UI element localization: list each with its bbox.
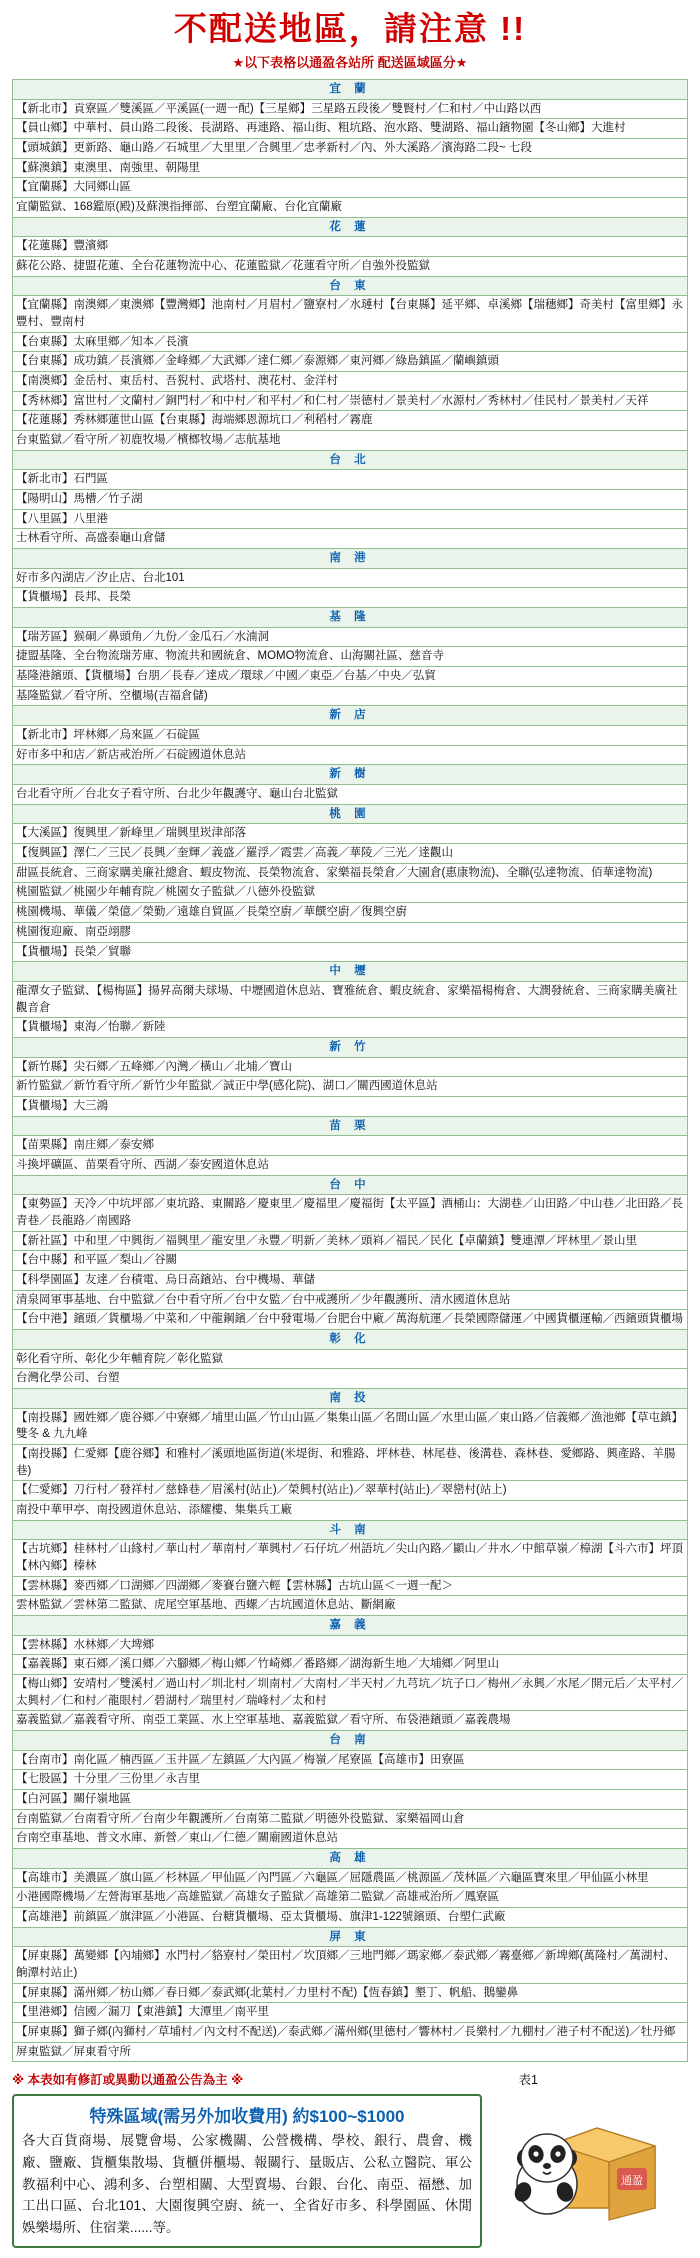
region-header-row — [13, 549, 688, 569]
table-row — [13, 726, 688, 746]
table-row — [13, 411, 688, 431]
region-area-cell: 台北看守所／台北女子看守所、台北少年觀護守、龜山台北監獄 — [13, 785, 688, 805]
table-row — [13, 627, 688, 647]
region-area-cell: 【蘇澳鎮】東澳里、南強里、朝陽里 — [13, 158, 688, 178]
table-row — [13, 470, 688, 490]
region-area-cell: 甜區長統倉、三商家購美廉社總倉、蝦皮物流、長榮物流倉、家樂福長榮倉／大園倉(惠康物流)、全聯(弘達物流、佰華達物流) — [13, 863, 688, 883]
table-row — [13, 785, 688, 805]
table-row — [13, 2042, 688, 2062]
region-area-cell: 【宜蘭縣】大同鄉山區 — [13, 178, 688, 198]
table-row — [13, 197, 688, 217]
table-row — [13, 1057, 688, 1077]
region-header: 台 東 — [13, 276, 688, 296]
table-row — [13, 529, 688, 549]
region-area-cell: 【里港鄉】信國／漏刀【東港鎮】大潭里／南平里 — [13, 2003, 688, 2023]
region-header: 台 中 — [13, 1175, 688, 1195]
region-area-cell: 【宜蘭縣】南澳鄉／東澳鄉【豐灣鄉】池南村／月眉村／鹽寮村／水璉村【台東縣】延平鄉、卓溪鄉【瑞穗鄉】奇美村【富里鄉】永豐村、豐南村 — [13, 296, 688, 332]
region-area-cell: 【南澳鄉】金岳村、東岳村、吾猊村、武塔村、澳花村、金洋村 — [13, 372, 688, 392]
table-row — [13, 352, 688, 372]
region-header-row — [13, 804, 688, 824]
region-header: 嘉 義 — [13, 1616, 688, 1636]
table-row — [13, 1947, 688, 1983]
table-row — [13, 490, 688, 510]
table-row — [13, 1444, 688, 1480]
table-row — [13, 1136, 688, 1156]
region-header-row — [13, 1616, 688, 1636]
table-row — [13, 332, 688, 352]
table-row — [13, 1018, 688, 1038]
region-area-cell: 【新竹縣】尖石鄉／五峰鄉／內灣／橫山／北埔／寶山 — [13, 1057, 688, 1077]
region-area-cell: 【南投縣】仁愛鄉【鹿谷鄉】和雅村／溪頭地區街道(米堤街、和雅路、坪林巷、林尾巷、後溝巷、森林巷、愛鄉路、興產路、羊腸巷) — [13, 1444, 688, 1480]
region-header-row — [13, 450, 688, 470]
table-row — [13, 431, 688, 451]
region-area-cell: 【古坑鄉】桂林村／山緣村／華山村／華南村／華興村／石仔坑／州語坑／尖山內路／顯山／井水／中館草嶺／樟湖【斗六市】坪頂【林內鄉】榛林 — [13, 1540, 688, 1576]
table-row — [13, 119, 688, 139]
region-area-cell: 【復興區】澤仁／三民／長興／奎輝／義盛／羅浮／霞雲／高義／華陵／三光／達觀山 — [13, 844, 688, 864]
region-area-cell: 捷盟基隆、全台物流瑞芳庫、物流共和國統倉、MOMO物流倉、山海關社區、慈音寺 — [13, 647, 688, 667]
table-row — [13, 1750, 688, 1770]
table-row — [13, 1270, 688, 1290]
table-row — [13, 745, 688, 765]
region-header-row — [13, 217, 688, 237]
region-area-cell: 【台中縣】和平區／梨山／谷關 — [13, 1251, 688, 1271]
table-row — [13, 158, 688, 178]
exclusion-table — [12, 79, 688, 2063]
region-header: 中 壢 — [13, 962, 688, 982]
region-area-cell: 【台中港】鑌頭／貨櫃場／中菜和／中龍鋼鑌／台中發電場／台肥台中廠／萬海航運／長榮國際儲運／中國貨櫃運輸／西鑌頭貨櫃場 — [13, 1310, 688, 1330]
region-header: 屏 東 — [13, 1927, 688, 1947]
region-area-cell: 【新社區】中和里／中興街／福興里／龍安里／永豐／明新／美林／頭嵙／福民／民化【卓蘭鎮】雙連潭／坪林里／景山里 — [13, 1231, 688, 1251]
table-row — [13, 1195, 688, 1231]
region-area-cell: 基隆監獄／看守所、空櫃場(吉福倉儲) — [13, 686, 688, 706]
table-row — [13, 942, 688, 962]
table-row — [13, 686, 688, 706]
table-row — [13, 863, 688, 883]
table-row — [13, 256, 688, 276]
table-row — [13, 922, 688, 942]
region-header-row — [13, 1849, 688, 1869]
table-row — [13, 903, 688, 923]
table-row — [13, 391, 688, 411]
region-header: 宜 蘭 — [13, 79, 688, 99]
region-area-cell: 【陽明山】馬槽／竹子湖 — [13, 490, 688, 510]
table-row — [13, 1408, 688, 1444]
table-row — [13, 1868, 688, 1888]
region-header-row — [13, 1037, 688, 1057]
region-header: 花 蓮 — [13, 217, 688, 237]
table-row — [13, 1908, 688, 1928]
table-row — [13, 1983, 688, 2003]
region-area-cell: 【秀林鄉】富世村／文蘭村／銅門村／和中村／和平村／和仁村／崇德村／景美村／水源村／秀林村／佳民村／景美村／天祥 — [13, 391, 688, 411]
region-area-cell: 斗換坪礦區、苗栗看守所、西湖／泰安國道休息站 — [13, 1155, 688, 1175]
region-area-cell: 【新北市】坪林鄉／烏來區／石碇區 — [13, 726, 688, 746]
region-area-cell: 【貨櫃場】長邦、長榮 — [13, 588, 688, 608]
region-header: 彰 化 — [13, 1329, 688, 1349]
region-header: 新 樹 — [13, 765, 688, 785]
region-area-cell: 【屏東縣】滿州鄉／枋山鄉／春日鄉／泰武鄉(北葉村／力里村不配)【恆春鎮】墾丁、帆船、鵝鑾鼻 — [13, 1983, 688, 2003]
table-row — [13, 509, 688, 529]
region-area-cell: 【七股區】十分里／三份里／永吉里 — [13, 1770, 688, 1790]
region-area-cell: 【雲林縣】水林鄉／大埤鄉 — [13, 1635, 688, 1655]
region-header-row — [13, 1927, 688, 1947]
table-row — [13, 647, 688, 667]
table-row — [13, 138, 688, 158]
region-header: 高 雄 — [13, 1849, 688, 1869]
svg-text:通盈: 通盈 — [621, 2175, 643, 2188]
table-row — [13, 1290, 688, 1310]
region-header-row — [13, 1329, 688, 1349]
table-row — [13, 844, 688, 864]
table-row — [13, 1155, 688, 1175]
region-area-cell: 台南空車基地、普文水庫、新營／東山／仁德／關廟國道休息站 — [13, 1829, 688, 1849]
region-area-cell: 【花蓮縣】秀林鄉蓮世山區【台東縣】海端鄉恩源坑口／利稻村／霧鹿 — [13, 411, 688, 431]
region-area-cell: 彰化看守所、彰化少年輔育院／彰化監獄 — [13, 1349, 688, 1369]
table-row — [13, 99, 688, 119]
region-header: 斗 南 — [13, 1520, 688, 1540]
region-header: 新 店 — [13, 706, 688, 726]
region-header: 台 南 — [13, 1731, 688, 1751]
region-header-row — [13, 706, 688, 726]
table-row — [13, 1231, 688, 1251]
special-area-box — [12, 2094, 482, 2248]
region-area-cell: 【台東縣】成功鎮／長濱鄉／金峰鄉／大武鄉／達仁鄉／泰源鄉／東河鄉／綠島鎮區／蘭嶼鎮頭 — [13, 352, 688, 372]
region-area-cell: 【員山鄉】中華村、員山路二段後、長湖路、再連路、福山街、粗坑路、泡水路、雙湖路、福山鑌物園【冬山鄉】大進村 — [13, 119, 688, 139]
table-row — [13, 981, 688, 1017]
table-row — [13, 2023, 688, 2043]
region-header-row — [13, 962, 688, 982]
table-row — [13, 1310, 688, 1330]
region-header: 新 竹 — [13, 1037, 688, 1057]
table-row — [13, 1481, 688, 1501]
region-area-cell: 【瑞芳區】猴硐／鼻頭角／九份／金瓜石／水湳洞 — [13, 627, 688, 647]
region-area-cell: 南投中華甲亭、南投國道休息站、添耀樓、集集兵工廠 — [13, 1500, 688, 1520]
table-row — [13, 883, 688, 903]
table-row — [13, 1251, 688, 1271]
table-row — [13, 1809, 688, 1829]
region-area-cell: 【南投縣】國姓鄉／鹿谷鄉／中寮鄉／埔里山區／竹山山區／集集山區／名間山區／水里山區／東山路／信義鄉／漁池鄉【草屯鎮】雙冬 & 九九峰 — [13, 1408, 688, 1444]
table-row — [13, 1500, 688, 1520]
region-area-cell: 雲林監獄／雲林第二監獄、虎尾空軍基地、西螺／古坑國道休息站、斷網廠 — [13, 1596, 688, 1616]
region-area-cell: 【貨櫃場】東海／怡聯／新陸 — [13, 1018, 688, 1038]
table-row — [13, 1596, 688, 1616]
table-row — [13, 237, 688, 257]
region-header: 南 港 — [13, 549, 688, 569]
region-area-cell: 【科學園區】友達／台積電、烏日高鑌站、台中機場、華儲 — [13, 1270, 688, 1290]
table-row — [13, 178, 688, 198]
footer-note-wrap — [12, 2070, 688, 2088]
region-area-cell: 【頭城鎮】更新路、龜山路／石城里／大里里／合興里／忠孝新村／內、外大溪路／濱海路二段~ 七段 — [13, 138, 688, 158]
region-area-cell: 桃園復迎廠、南亞翊膠 — [13, 922, 688, 942]
table-row — [13, 588, 688, 608]
region-area-cell: 【屏東縣】獅子鄉(內獅村／草埔村／內文村不配送)／泰武鄉／滿州鄉(里德村／響林村／長樂村／九棚村／港子村不配送)／牡丹鄉 — [13, 2023, 688, 2043]
table-row — [13, 1096, 688, 1116]
table-row — [13, 1540, 688, 1576]
region-area-cell: 【高雄市】美濃區／旗山區／杉林區／甲仙區／內門區／六龜區／屈隱農區／桃源區／茂林區／六龜區寶來里／甲仙區小林里 — [13, 1868, 688, 1888]
table-row — [13, 1888, 688, 1908]
special-area-title: 特殊區域(需另外加收費用) 約$100~$1000 — [89, 2107, 405, 2127]
table-row — [13, 1675, 688, 1711]
region-area-cell: 基隆港鑌頭、【貨櫃場】台朋／長春／達成／環球／中國／東亞／台基／中央／弘貿 — [13, 667, 688, 687]
region-area-cell: 嘉義監獄／嘉義看守所、南亞工業區、水上空軍基地、嘉義監獄／看守所、布袋港鑌頭／嘉義農場 — [13, 1711, 688, 1731]
region-area-cell: 【台東縣】太麻里鄉／知本／長濱 — [13, 332, 688, 352]
region-header-row — [13, 1520, 688, 1540]
page-title: 不配送地區，請注意 !! — [173, 10, 527, 47]
region-area-cell: 小港國際機場／左營海軍基地／高雄監獄／高雄女子監獄／高雄第二監獄／高雄戒治所／鳳寮區 — [13, 1888, 688, 1908]
region-area-cell: 【新北市】貢寮區／雙溪區／平溪區(一週一配)【三星鄉】三星路五段後／雙賢村／仁和村／中山路以西 — [13, 99, 688, 119]
region-area-cell: 桃園機場、華儀／榮億／榮勤／遠雄自貿區／長榮空廚／華饌空廚／復興空廚 — [13, 903, 688, 923]
table-row — [13, 2003, 688, 2023]
region-area-cell: 【貨櫃場】大三鴻 — [13, 1096, 688, 1116]
table-row — [13, 1655, 688, 1675]
table-row — [13, 568, 688, 588]
table-label: 表1 — [518, 2073, 538, 2088]
special-area-body: 各大百貨商場、展覽會場、公家機關、公營機構、學校、銀行、農會、機廠、鹽廠、貨櫃集散場、貨櫃併櫃場、報關行、量販店、公私立醫院、軍公教福利中心、鴻利多、台塑相關、大型賣場、台銀、台化、南亞、福懋、加工出口區、台北101、大園復興空廚、統一、全省好市多、科學園區、休閒娛樂場所、住宿業......等。 — [22, 2133, 472, 2235]
table-row — [13, 1790, 688, 1810]
region-header: 台 北 — [13, 450, 688, 470]
region-header: 南 投 — [13, 1388, 688, 1408]
region-header-row — [13, 1388, 688, 1408]
table-row — [13, 1369, 688, 1389]
region-header-row — [13, 276, 688, 296]
region-area-cell: 士林看守所、高盛泰龜山倉儲 — [13, 529, 688, 549]
region-header: 苗 栗 — [13, 1116, 688, 1136]
table-row — [13, 1077, 688, 1097]
region-area-cell: 新竹監獄／新竹看守所／新竹少年監獄／誠正中學(感化院)、湖口／關西國道休息站 — [13, 1077, 688, 1097]
table-row — [13, 372, 688, 392]
region-area-cell: 台灣化學公司、台塑 — [13, 1369, 688, 1389]
region-header-row — [13, 608, 688, 628]
table-row — [13, 1349, 688, 1369]
table-row — [13, 1635, 688, 1655]
table-row — [13, 667, 688, 687]
region-area-cell: 好市多中和店／新店戒治所／石碇國道休息站 — [13, 745, 688, 765]
region-header-row — [13, 1116, 688, 1136]
region-area-cell: 宜蘭監獄、168鑑原(殿)及蘇澳指揮部、台塑宜蘭廠、台化宜蘭廠 — [13, 197, 688, 217]
region-area-cell: 屏東監獄／屏東看守所 — [13, 2042, 688, 2062]
table-row — [13, 296, 688, 332]
region-area-cell: 【高雄港】前鎮區／旗津區／小港區、台糖貨櫃場、亞太貨櫃場、旗津1-122號鑌頭、台塑仁武廠 — [13, 1908, 688, 1928]
region-area-cell: 台東監獄／看守所／初鹿牧場／檳榔牧場／志航基地 — [13, 431, 688, 451]
region-area-cell: 清泉岡軍事基地、台中監獄／台中看守所／台中女監／台中戒護所／少年觀護所、清水國道休息站 — [13, 1290, 688, 1310]
footer-note: ※ 本表如有修訂或異動以通盈公告為主 ※ — [12, 2073, 244, 2088]
region-header: 桃 園 — [13, 804, 688, 824]
region-area-cell: 桃園監獄／桃園少年輔育院／桃園女子監獄／八德外役監獄 — [13, 883, 688, 903]
region-area-cell: 【仁愛鄉】刀行村／發祥村／慈蜂巷／眉溪村(站止)／榮興村(站止)／翠華村(站止)／翠巒村(站上) — [13, 1481, 688, 1501]
region-area-cell: 【大溪區】復興里／新峰里／瑞興里崁津部落 — [13, 824, 688, 844]
table-row — [13, 1829, 688, 1849]
table-row — [13, 824, 688, 844]
table-row — [13, 1576, 688, 1596]
region-area-cell: 【東勢區】天冷／中坑坪部／東坑路、東關路／慶東里／慶福里／慶福街【太平區】酒桶山：大湖巷／山田路／中山巷／北田路／長青巷／長龍路／南國路 — [13, 1195, 688, 1231]
region-area-cell: 【屏東縣】萬變鄉【內埔鄉】水門村／貉寮村／榮田村／坎頂鄉／三地門鄉／瑪家鄉／泰武鄉／霧臺鄉／新埤鄉(萬隆村／萬湖村、餉潭村站止) — [13, 1947, 688, 1983]
region-area-cell: 台南監獄／台南看守所／台南少年觀護所／台南第二監獄／明德外役監獄、家樂福岡山倉 — [13, 1809, 688, 1829]
panda-mascot-icon — [505, 2096, 680, 2221]
special-area-section — [12, 2094, 688, 2248]
region-area-cell: 【雲林縣】麥西鄉／口湖鄉／四湖鄉／麥賽台鹽六輕【雲林縣】古坑山區＜一週一配＞ — [13, 1576, 688, 1596]
region-area-cell: 龍潭女子監獄、【楊梅區】揚昇高爾夫球場、中壢國道休息站、寶雅統倉、蝦皮統倉、家樂福楊梅倉、大潤發統倉、三商家購美廣社觀音倉 — [13, 981, 688, 1017]
region-area-cell: 【嘉義縣】東石鄉／溪口鄉／六腳鄉／梅山鄉／竹崎鄉／番路鄉／湖海新生地／大埔鄉／阿里山 — [13, 1655, 688, 1675]
region-area-cell: 【新北市】石門區 — [13, 470, 688, 490]
region-header: 基 隆 — [13, 608, 688, 628]
region-area-cell: 【苗栗縣】南庄鄉／泰安鄉 — [13, 1136, 688, 1156]
table-row — [13, 1770, 688, 1790]
region-header-row — [13, 1175, 688, 1195]
region-area-cell: 【白河區】關仔嶺地區 — [13, 1790, 688, 1810]
region-area-cell: 【八里區】八里港 — [13, 509, 688, 529]
region-area-cell: 【台南市】南化區／楠西區／玉井區／左鎮區／大內區／梅嶺／尾寮區【高雄市】田寮區 — [13, 1750, 688, 1770]
table-row — [13, 1711, 688, 1731]
region-header-row — [13, 79, 688, 99]
region-area-cell: 【梅山鄉】安靖村／雙溪村／過山村／圳北村／圳南村／大南村／半天村／九芎坑／坑子口／梅州／永興／水尾／開元后／太平村／太興村／仁和村／龍眼村／碧湖村／瑞里村／瑞峰村／太和村 — [13, 1675, 688, 1711]
region-header-row — [13, 765, 688, 785]
region-area-cell: 好市多內湖店／汐止店、台北101 — [13, 568, 688, 588]
region-header-row — [13, 1731, 688, 1751]
region-area-cell: 蘇花公路、捷盟花蓮、全台花蓮物流中心、花蓮監獄／花蓮看守所／自強外役監獄 — [13, 256, 688, 276]
region-area-cell: 【貨櫃場】長榮／貿聯 — [13, 942, 688, 962]
region-area-cell: 【花蓮縣】豐濱鄉 — [13, 237, 688, 257]
page-subtitle: ★以下表格以通盈各站所 配送區域區分★ — [232, 54, 468, 70]
